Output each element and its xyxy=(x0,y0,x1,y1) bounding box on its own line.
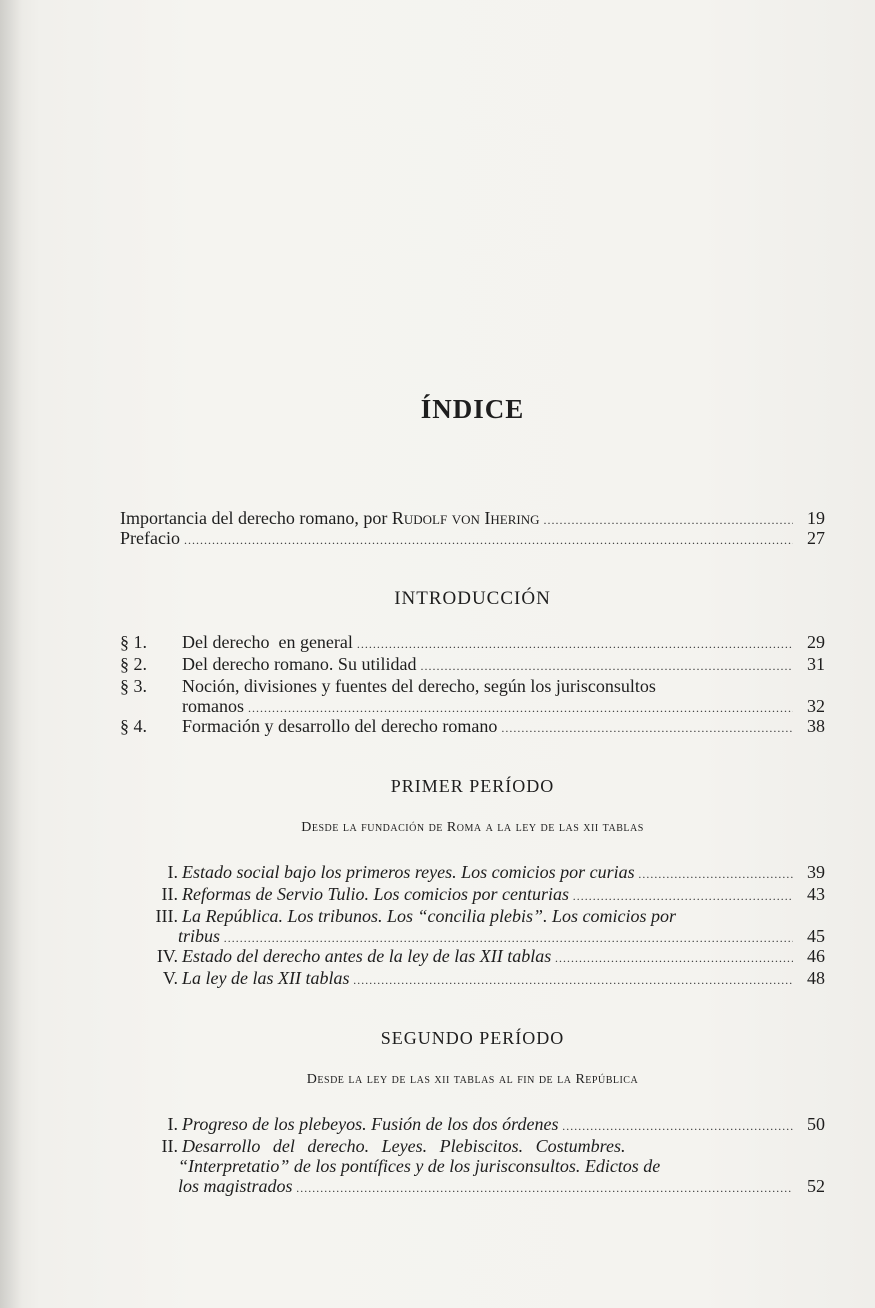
entry-text: Estado social bajo los primeros reyes. Los comicios por curias xyxy=(182,862,635,882)
entry-number: § 3. xyxy=(120,676,147,696)
entry-number: IV. xyxy=(156,946,178,966)
entry-text-continuation: “Interpretatio” de los pontífices y de los jurisconsultos. Edictos de xyxy=(178,1156,661,1176)
entry-text: Prefacio xyxy=(120,528,180,548)
toc-entry xyxy=(120,1136,770,1156)
entry-page: 50 xyxy=(807,1114,825,1134)
dot-leader xyxy=(562,1116,793,1136)
toc-entry-prefacio xyxy=(120,528,825,550)
entry-page: 38 xyxy=(807,716,825,736)
toc-entry-importancia xyxy=(120,508,825,530)
entry-page: 46 xyxy=(807,946,825,966)
dot-leader xyxy=(224,928,793,948)
section-heading-primer-periodo: PRIMER PERÍODO xyxy=(390,776,555,796)
entry-page: 52 xyxy=(807,1176,825,1196)
entry-page: 45 xyxy=(807,926,825,946)
entry-number: I. xyxy=(167,1114,178,1134)
entry-page: 29 xyxy=(807,632,825,652)
entry-text: Progreso de los plebeyos. Fusión de los dos órdenes xyxy=(182,1114,559,1134)
entry-text-continuation: romanos xyxy=(182,696,244,716)
toc-entry xyxy=(120,884,825,906)
dot-leader xyxy=(501,718,793,738)
entry-text: Del derecho romano. Su utilidad xyxy=(182,654,417,674)
toc-entry xyxy=(120,862,825,884)
entry-page: 27 xyxy=(807,528,825,548)
toc-entry xyxy=(120,968,825,990)
section-subheading: Desde la fundación de Roma a la ley de las xii tablas xyxy=(301,820,644,835)
entry-page: 43 xyxy=(807,884,825,904)
page-title: ÍNDICE xyxy=(420,394,525,424)
dot-leader xyxy=(353,970,793,990)
entry-text: Desarrollo del derecho. Leyes. Plebiscitos. Costumbres. xyxy=(182,1136,626,1156)
entry-text: La ley de las XII tablas xyxy=(182,968,350,988)
toc-entry-continuation xyxy=(178,1176,825,1198)
dot-leader xyxy=(248,698,793,718)
entry-page: 48 xyxy=(807,968,825,988)
dot-leader xyxy=(555,948,793,968)
toc-entry xyxy=(120,906,825,926)
dot-leader xyxy=(297,1178,793,1198)
entry-text: La República. Los tribunos. Los “concilia plebis”. Los comicios por xyxy=(182,906,677,926)
dot-leader xyxy=(639,864,793,884)
toc-entry xyxy=(120,946,825,968)
toc-entry xyxy=(120,676,825,696)
entry-number: § 4. xyxy=(120,716,147,736)
toc-entry xyxy=(120,632,825,654)
toc-entry-continuation xyxy=(182,696,825,718)
entry-number: V. xyxy=(162,968,178,988)
entry-text: Reformas de Servio Tulio. Los comicios por centurias xyxy=(182,884,569,904)
entry-text: Del derecho en general xyxy=(182,632,353,652)
entry-number: I. xyxy=(167,862,178,882)
entry-text-continuation: tribus xyxy=(178,926,221,946)
dot-leader xyxy=(573,886,793,906)
entry-page: 19 xyxy=(807,508,825,528)
entry-page: 32 xyxy=(807,696,825,716)
entry-number: III. xyxy=(155,906,178,926)
entry-text: Estado del derecho antes de la ley de las XII tablas xyxy=(182,946,552,966)
dot-leader xyxy=(184,530,793,550)
entry-number: II. xyxy=(161,1136,178,1156)
toc-entry xyxy=(120,1114,825,1136)
entry-page: 39 xyxy=(807,862,825,882)
entry-number: II. xyxy=(161,884,178,904)
section-subheading: Desde la ley de las xii tablas al fin de la República xyxy=(306,1072,639,1087)
spine-shadow xyxy=(0,0,22,1308)
entry-number: § 1. xyxy=(120,632,147,652)
dot-leader xyxy=(420,656,793,676)
dot-leader xyxy=(357,634,793,654)
toc-entry-continuation xyxy=(178,926,825,948)
entry-text-continuation: los magistrados xyxy=(178,1176,293,1196)
entry-text: Formación y desarrollo del derecho romano xyxy=(182,716,498,736)
entry-text: Importancia del derecho romano, por xyxy=(120,508,392,528)
section-heading-introduccion: INTRODUCCIÓN xyxy=(394,588,551,609)
entry-text: Noción, divisiones y fuentes del derecho, según los jurisconsultos xyxy=(182,676,656,696)
toc-entry xyxy=(120,716,825,738)
section-heading-segundo-periodo: SEGUNDO PERÍODO xyxy=(380,1028,565,1048)
entry-number: § 2. xyxy=(120,654,147,674)
dot-leader xyxy=(544,510,794,530)
entry-page: 31 xyxy=(807,654,825,674)
entry-author: Rudolf von Ihering xyxy=(391,508,540,528)
toc-entry xyxy=(120,654,825,676)
